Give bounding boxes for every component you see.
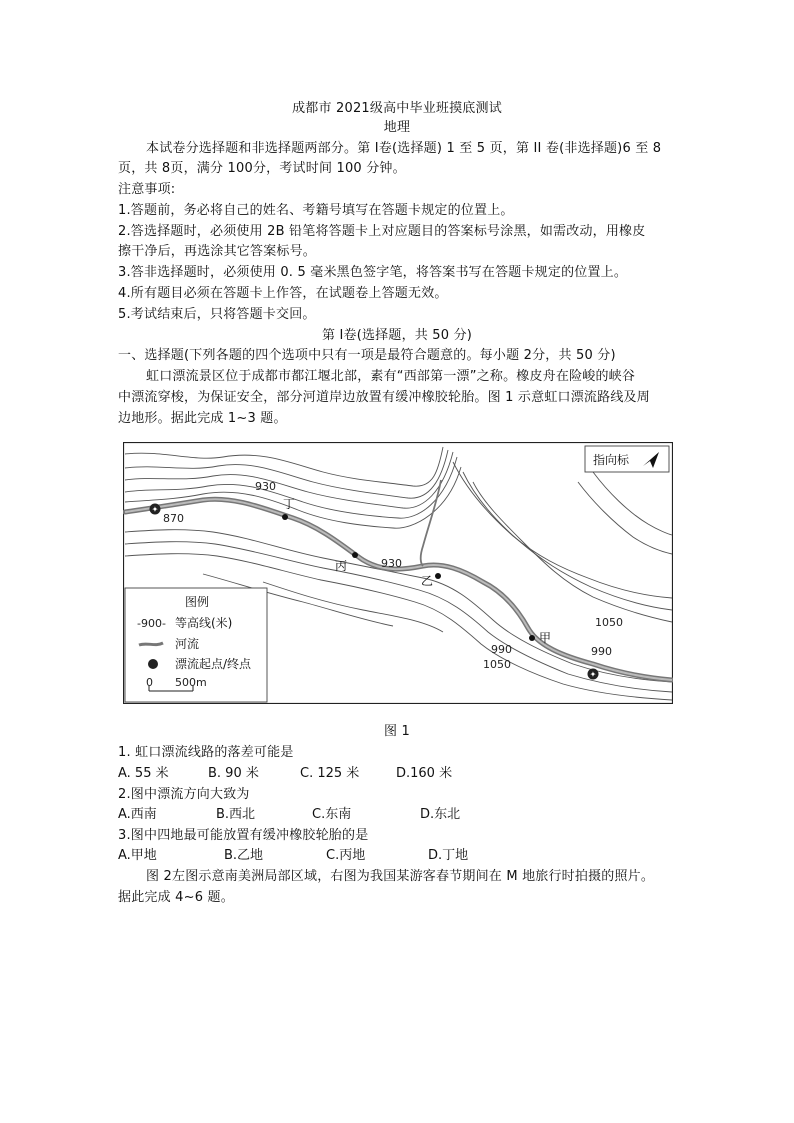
legend-title: 图例 [185, 595, 210, 609]
q3-option-a: A.甲地 [118, 848, 157, 863]
q1-option-d: D.160 米 [396, 766, 453, 781]
legend-river-label: 河流 [175, 637, 200, 651]
q3-option-b: B.乙地 [224, 848, 264, 863]
svg-text:✦: ✦ [151, 505, 159, 514]
notes-item-5: 5.考试结束后，只将答题卡交回。 [118, 307, 316, 322]
section1-title: 第 I卷(选择题，共 50 分) [321, 328, 473, 343]
place-ding-label: 丁 [283, 497, 296, 511]
q3-stem: 3.图中四地最可能放置有缓冲橡胶轮胎的是 [118, 828, 369, 843]
notes-item-4: 4.所有题目必须在答题卡上作答，在试题卷上答题无效。 [118, 286, 448, 301]
passage2-line-2: 据此完成 4~6 题。 [118, 890, 234, 905]
passage1-line-3: 边地形。据此完成 1~3 题。 [118, 411, 287, 426]
notes-item-3: 3.答非选择题时，必须使用 0. 5 毫米黑色签字笔，将答案书写在答题卡规定的位置上。 [118, 265, 628, 280]
notes-item-2: 2.答选择题时，必须使用 2B 铅笔将答题卡上对应题目的答案标号涂黑，如需改动，用橡皮 [118, 224, 646, 239]
raft-end-icon [588, 669, 599, 680]
q2-option-c: C.东南 [312, 807, 352, 822]
figure1-map [123, 442, 673, 704]
place-bing-dot [352, 552, 358, 558]
contour-label-870: 870 [163, 512, 184, 525]
q3-option-c: C.丙地 [326, 848, 366, 863]
contour-label-990-right: 990 [591, 645, 612, 658]
q1-option-b: B. 90 米 [208, 766, 259, 781]
legend-scale-zero: 0 [146, 676, 153, 689]
contour-label-1050-right: 1050 [595, 616, 623, 629]
contour-label-930-mid: 930 [381, 557, 402, 570]
q3-option-d: D.丁地 [428, 848, 469, 863]
contour-label-990-left: 990 [491, 643, 512, 656]
passage1-line-1: 虹口漂流景区位于成都市都江堰北部，素有“西部第一漂”之称。橡皮舟在险峻的峡谷 [146, 369, 636, 384]
contour-label-930-upper: 930 [255, 480, 276, 493]
section1-instruction: 一、选择题(下列各题的四个选项中只有一项是最符合题意的。每小题 2分，共 50 分) [118, 348, 616, 363]
exam-subject: 地理 [383, 120, 411, 135]
place-jia-label: 甲 [539, 631, 552, 645]
exam-title: 成都市 2021级高中毕业班摸底测试 [292, 101, 502, 116]
legend-river-icon [139, 643, 163, 645]
legend-contour-sample: -900- [137, 617, 166, 630]
svg-text:✦: ✦ [589, 670, 597, 679]
q2-option-a: A.西南 [118, 807, 157, 822]
contour-label-1050-lower: 1050 [483, 658, 511, 671]
passage1-line-2: 中漂流穿梭，为保证安全，部分河道岸边放置有缓冲橡胶轮胎。图 1 示意虹口漂流路线及周 [118, 390, 650, 405]
place-jia-dot [529, 635, 535, 641]
legend-contour-label: 等高线(米) [175, 616, 233, 630]
place-yi-dot [435, 573, 441, 579]
q2-option-d: D.东北 [420, 807, 461, 822]
q1-option-c: C. 125 米 [300, 766, 360, 781]
intro-line-1: 本试卷分选择题和非选择题两部分。第 I卷(选择题) 1 至 5 页，第 II 卷(非选择题)6 至 8 [146, 141, 662, 156]
q2-stem: 2.图中漂流方向大致为 [118, 787, 250, 802]
intro-line-2: 页，共 8页，满分 100分，考试时间 100 分钟。 [118, 161, 406, 176]
legend-raft-label: 漂流起点/终点 [175, 657, 252, 671]
notes-item-1: 1.答题前，务必将自己的姓名、考籍号填写在答题卡规定的位置上。 [118, 203, 514, 218]
figure1-caption: 图 1 [383, 724, 410, 739]
compass-box [585, 446, 669, 472]
compass-label: 指向标 [593, 453, 630, 467]
notes-item-2-cont: 擦干净后，再选涂其它答案标号。 [118, 244, 317, 259]
legend-scale-value: 500m [175, 676, 207, 689]
notes-heading: 注意事项: [118, 182, 176, 197]
place-yi-label: 乙 [421, 574, 434, 588]
raft-start-icon [150, 504, 161, 515]
passage2-line-1: 图 2左图示意南美洲局部区域，右图为我国某游客春节期间在 M 地旅行时拍摄的照片。 [146, 869, 655, 884]
place-ding-dot [282, 514, 288, 520]
place-bing-label: 丙 [335, 559, 348, 573]
q1-option-a: A. 55 米 [118, 766, 169, 781]
q2-option-b: B.西北 [216, 807, 256, 822]
contour-map-svg [123, 442, 673, 704]
legend-raft-icon [148, 659, 158, 669]
legend-box [125, 588, 267, 702]
q1-stem: 1. 虹口漂流线路的落差可能是 [118, 745, 294, 760]
